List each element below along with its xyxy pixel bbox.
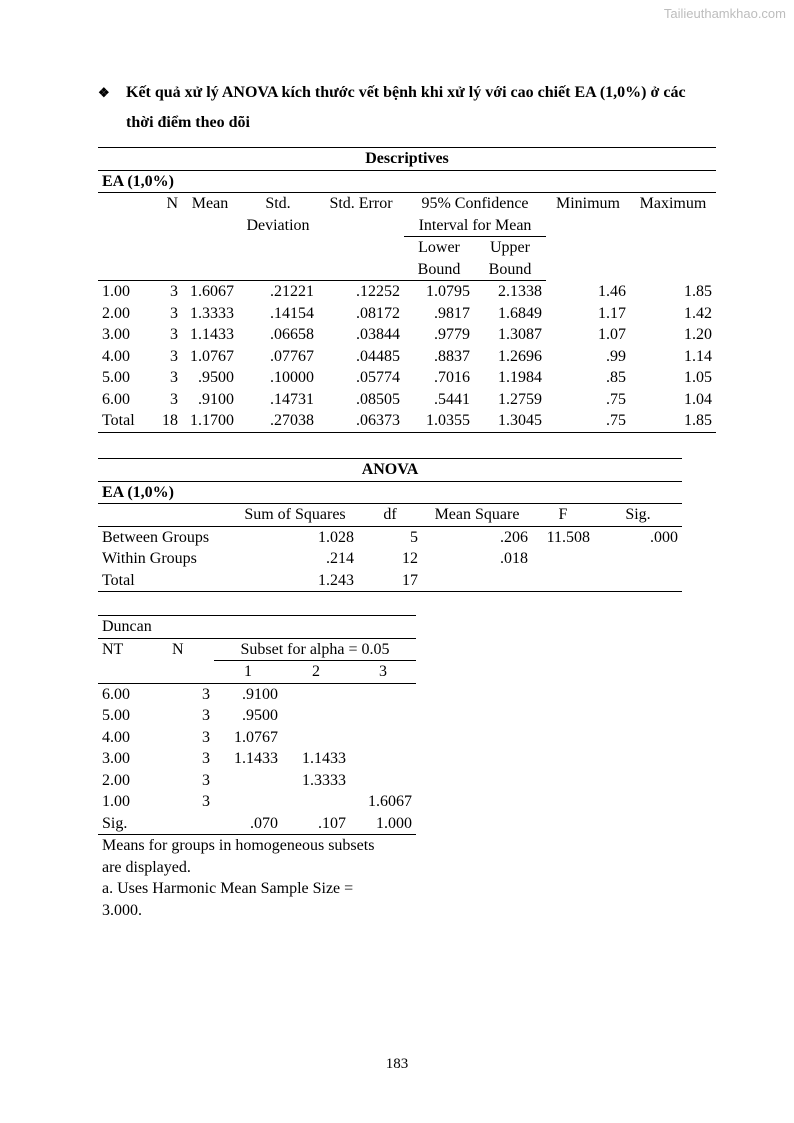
- cell-lower: 1.0795: [426, 283, 470, 300]
- cell-sig: [594, 548, 682, 570]
- cell-upper: 1.1984: [498, 369, 542, 386]
- cell-sd: .06658: [270, 326, 314, 343]
- cell-se: .04485: [356, 347, 400, 365]
- row-label: 2.00: [102, 304, 130, 322]
- cell-sig: [594, 570, 682, 592]
- cell-upper: 1.3045: [498, 412, 542, 429]
- cell-min: 1.17: [598, 304, 626, 322]
- cell-n: 3: [170, 326, 178, 343]
- cell-ms: [422, 570, 532, 592]
- bullet-icon: ❖: [98, 85, 110, 100]
- cell-ss: .214: [326, 550, 354, 567]
- row-label: 4.00: [102, 728, 130, 746]
- header-subset-3: 3: [379, 663, 387, 680]
- header-n: N: [172, 640, 184, 658]
- cell-mean: 1.0767: [190, 347, 234, 365]
- watermark: Tailieuthamkhao.com: [663, 6, 786, 21]
- anova-variable: EA (1,0%): [102, 483, 174, 501]
- header-mean: Mean: [191, 195, 229, 212]
- cell-mean: 1.6067: [190, 283, 234, 300]
- cell-s1: 1.0767: [234, 728, 278, 746]
- cell-min: .75: [606, 390, 626, 408]
- header-std-dev-1: Std.: [265, 195, 291, 212]
- cell-sd: .10000: [270, 369, 314, 386]
- header-ms: Mean Square: [434, 506, 520, 523]
- table-row: [98, 324, 716, 346]
- cell-ss: 1.028: [318, 528, 354, 546]
- cell-n: 3: [170, 369, 178, 386]
- table-row: [98, 367, 716, 389]
- cell-max: 1.42: [684, 304, 712, 322]
- cell-s2: [282, 791, 350, 813]
- row-label: 4.00: [102, 347, 130, 365]
- cell-n: 3: [170, 304, 178, 322]
- table-row: [98, 570, 682, 592]
- heading-line-1: Kết quả xử lý ANOVA kích thước vết bệnh khi xử lý với cao chiết EA (1,0%) ở các: [126, 84, 686, 101]
- table-row: [98, 727, 416, 749]
- section-heading: [98, 78, 764, 138]
- cell-s2: [282, 683, 350, 705]
- cell-max: 1.20: [684, 326, 712, 343]
- cell-s1: 1.1433: [234, 750, 278, 767]
- cell-se: .06373: [356, 412, 400, 429]
- header-std-dev-2: Deviation: [246, 216, 310, 234]
- header-subset: Subset for alpha = 0.05: [214, 638, 416, 661]
- row-label: 6.00: [102, 390, 130, 408]
- descriptives-table: [98, 147, 716, 433]
- row-label: 1.00: [102, 793, 130, 810]
- cell-sd: .14154: [270, 304, 314, 322]
- header-ci-1: 95% Confidence: [421, 195, 529, 212]
- cell-upper: 1.2759: [498, 390, 542, 408]
- cell-min: 1.07: [598, 326, 626, 343]
- cell-se: .03844: [356, 326, 400, 343]
- cell-s1: .9100: [242, 685, 278, 703]
- header-lower-1: Lower: [418, 239, 460, 256]
- cell-df: 5: [410, 528, 418, 546]
- cell-s3: [350, 683, 416, 705]
- cell-s3: 1.6067: [368, 793, 412, 810]
- table-row: [98, 748, 416, 770]
- page-number: 183: [385, 1056, 409, 1072]
- table-row: [98, 791, 416, 813]
- cell-n: 18: [162, 412, 178, 429]
- cell-lower: .5441: [434, 390, 470, 408]
- cell-s3: [350, 705, 416, 727]
- cell-mean: .9100: [198, 390, 234, 408]
- cell-mean: 1.1433: [190, 326, 234, 343]
- row-label: 2.00: [102, 771, 130, 789]
- cell-s2: 1.3333: [302, 771, 346, 789]
- cell-s1: .070: [250, 814, 278, 832]
- cell-s3: 1.000: [376, 814, 412, 832]
- note-line: Means for groups in homogeneous subsets: [102, 837, 375, 854]
- cell-s2: [282, 705, 350, 727]
- cell-n: 3: [170, 390, 178, 408]
- row-label: 3.00: [102, 326, 130, 343]
- cell-ms: .206: [500, 528, 528, 546]
- row-label: 1.00: [102, 283, 130, 300]
- cell-lower: 1.0355: [426, 412, 470, 429]
- header-upper-1: Upper: [490, 239, 530, 256]
- cell-upper: 1.3087: [498, 326, 542, 343]
- cell-max: 1.05: [684, 369, 712, 386]
- header-f: F: [558, 506, 568, 523]
- cell-min: 1.46: [598, 282, 626, 300]
- cell-se: .08505: [356, 390, 400, 408]
- cell-n: 3: [202, 771, 210, 789]
- cell-f: [532, 570, 594, 592]
- cell-n: 3: [170, 283, 178, 300]
- duncan-footnote: [98, 835, 416, 922]
- cell-s1: [214, 791, 282, 813]
- cell-max: 1.85: [684, 282, 712, 300]
- cell-df: 17: [402, 571, 418, 589]
- cell-s1: .9500: [242, 707, 278, 724]
- cell-s3: [350, 727, 416, 749]
- table-row: [98, 548, 682, 570]
- sig-row: [98, 813, 416, 835]
- table-row: [98, 410, 716, 432]
- header-std-error: Std. Error: [329, 195, 393, 212]
- cell-mean: 1.1700: [190, 412, 234, 429]
- header-subset-1: 1: [244, 663, 252, 680]
- cell-lower: .9817: [434, 304, 470, 322]
- row-label: 6.00: [102, 685, 130, 703]
- cell-sd: .27038: [270, 412, 314, 429]
- note-line: 3.000.: [102, 901, 142, 919]
- header-n: N: [166, 195, 178, 212]
- duncan-table: [98, 615, 416, 921]
- note-line: are displayed.: [102, 858, 191, 876]
- cell-n: 3: [202, 750, 210, 767]
- cell-ms: .018: [500, 550, 528, 567]
- cell-min: .75: [606, 412, 626, 429]
- table-row: [98, 705, 416, 727]
- cell-max: 1.14: [684, 347, 712, 365]
- row-label: Total: [102, 571, 135, 589]
- cell-n: 3: [170, 347, 178, 365]
- cell-lower: .7016: [434, 369, 470, 386]
- cell-n: 3: [202, 793, 210, 810]
- header-ss: Sum of Squares: [244, 506, 346, 523]
- cell-max: 1.04: [684, 390, 712, 408]
- cell-s2: 1.1433: [302, 750, 346, 767]
- cell-max: 1.85: [684, 412, 712, 429]
- cell-n: 3: [202, 685, 210, 703]
- cell-df: 12: [402, 550, 418, 567]
- duncan-title: Duncan: [102, 618, 152, 635]
- row-label: Within Groups: [102, 550, 197, 567]
- anova-table: [98, 458, 682, 592]
- cell-se: .08172: [356, 304, 400, 322]
- note-line: a. Uses Harmonic Mean Sample Size =: [102, 880, 354, 897]
- row-label: 5.00: [102, 369, 130, 386]
- table-row: [98, 346, 716, 368]
- header-subset-2: 2: [312, 663, 320, 680]
- row-label: Between Groups: [102, 528, 210, 546]
- table-row: [98, 526, 682, 548]
- cell-mean: .9500: [198, 369, 234, 386]
- table-row: [98, 281, 716, 303]
- descriptives-title: Descriptives: [365, 150, 449, 167]
- cell-sd: .07767: [270, 347, 314, 365]
- cell-s2: [282, 727, 350, 749]
- cell-s2: .107: [318, 814, 346, 832]
- table-row: [98, 303, 716, 325]
- cell-upper: 1.2696: [498, 347, 542, 365]
- cell-upper: 2.1338: [498, 283, 542, 300]
- cell-sd: .21221: [270, 283, 314, 300]
- cell-se: .05774: [356, 369, 400, 386]
- header-nt: NT: [102, 640, 124, 658]
- table-row: [98, 770, 416, 792]
- cell-n: 3: [202, 728, 210, 746]
- anova-title: ANOVA: [361, 461, 419, 478]
- cell-s3: [350, 748, 416, 770]
- table-row: [98, 683, 416, 705]
- cell-s3: [350, 770, 416, 792]
- cell-min: .99: [606, 347, 626, 365]
- row-label: Total: [102, 412, 135, 429]
- cell-upper: 1.6849: [498, 304, 542, 322]
- heading-line-2: thời điểm theo dõi: [126, 114, 250, 131]
- cell-mean: 1.3333: [190, 304, 234, 322]
- header-upper-2: Bound: [474, 259, 546, 281]
- cell-lower: .9779: [434, 326, 470, 343]
- descriptives-variable: EA (1,0%): [102, 172, 174, 190]
- cell-ss: 1.243: [318, 571, 354, 589]
- cell-sig: .000: [650, 528, 678, 546]
- cell-s1: [214, 770, 282, 792]
- cell-n: 3: [202, 707, 210, 724]
- header-ci-2: Interval for Mean: [404, 215, 546, 237]
- cell-min: .85: [606, 369, 626, 386]
- header-maximum: Maximum: [639, 195, 707, 212]
- header-minimum: Minimum: [555, 195, 620, 212]
- row-label: 5.00: [102, 707, 130, 724]
- header-df: df: [383, 506, 397, 523]
- cell-sd: .14731: [270, 390, 314, 408]
- row-label: Sig.: [102, 814, 128, 832]
- cell-lower: .8837: [434, 347, 470, 365]
- header-lower-2: Bound: [404, 259, 474, 281]
- table-row: [98, 389, 716, 411]
- header-sig: Sig.: [625, 506, 651, 523]
- cell-se: .12252: [356, 283, 400, 300]
- row-label: 3.00: [102, 750, 130, 767]
- cell-f: 11.508: [546, 528, 590, 546]
- cell-f: [532, 548, 594, 570]
